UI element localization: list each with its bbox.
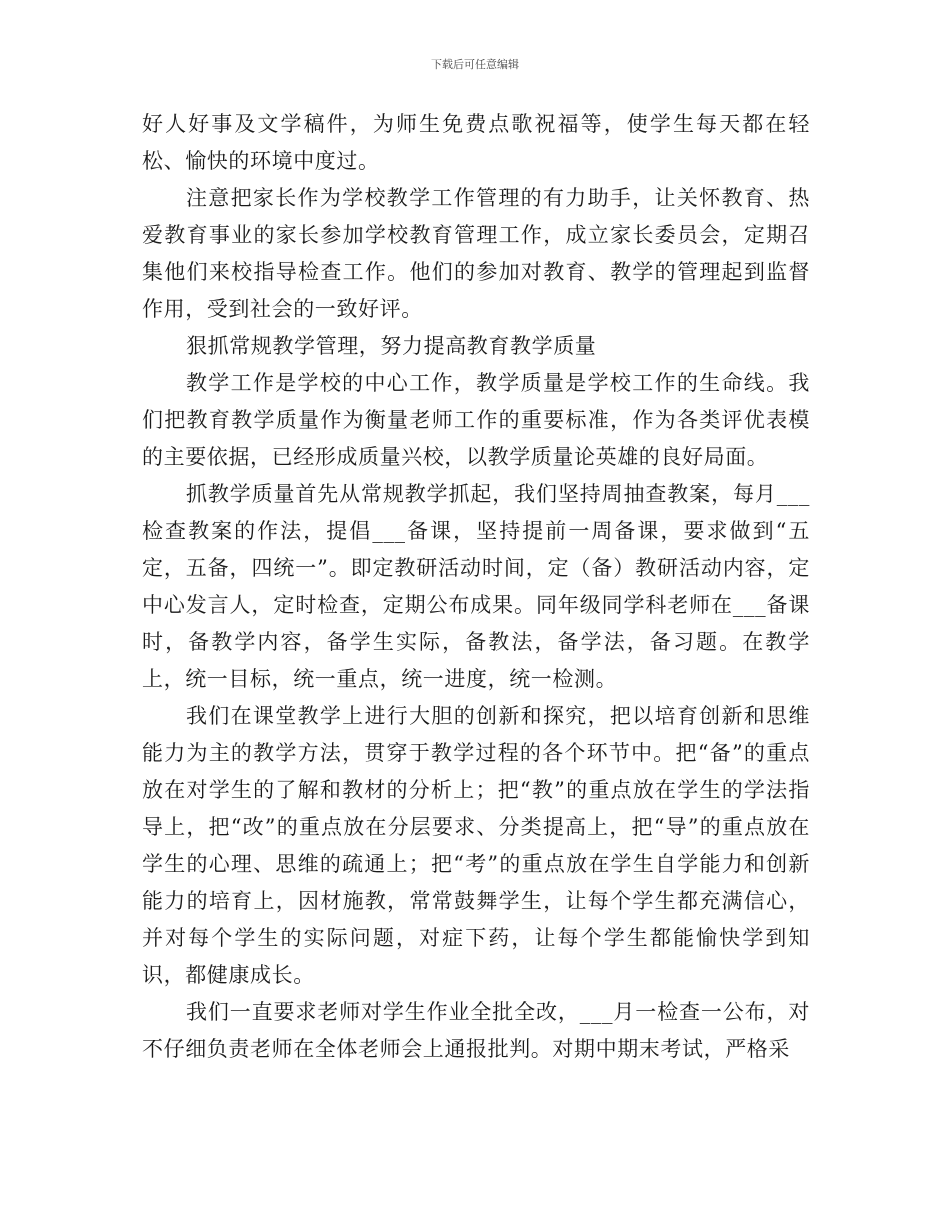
- document-body: [142, 106, 810, 1068]
- page-header: 下载后可任意编辑: [431, 58, 519, 71]
- paragraph-2: 注意把家长作为学校教学工作管理的有力助手，让关怀教育、热爱教育事业的家长参加学校教育管理工作，成立家长委员会，定期召集他们来校指导检查工作。他们的参加对教育、教学的管理起到监督作用，受到社会的一致好评。: [142, 186, 810, 321]
- paragraph-5: 我们在课堂教学上进行大胆的创新和探究，把以培育创新和思维能力为主的教学方法，贯穿于教学过程的各个环节中。把“备”的重点放在对学生的了解和教材的分析上；把“教”的重点放在学生的学法指导上，把“改”的重点放在分层要求、分类提高上，把“导”的重点放在学生的心理、思维的疏通上；把“考”的重点放在学生自学能力和创新能力的培育上，因材施教，常常鼓舞学生，让每个学生都充满信心，并对每个学生的实际问题，对症下药，让每个学生都能愉快学到知识，都健康成长。: [142, 704, 810, 987]
- section-heading: 狠抓常规教学管理，努力提高教育教学质量: [186, 334, 597, 358]
- paragraph-4: 抓教学质量首先从常规教学抓起，我们坚持周抽查教案，每月___检查教案的作法，提倡___备课，坚持提前一周备课，要求做到“五定，五备，四统一”。即定教研活动时间，定（备）教研活动内容，定中心发言人，定时检查，定期公布成果。同年级同学科老师在___备课时，备教学内容，备学生实际，备教法，备学法，备习题。在教学上，统一目标，统一重点，统一进度，统一检测。: [142, 482, 810, 691]
- paragraph-1: 好人好事及文学稿件，为师生免费点歌祝福等，使学生每天都在轻松、愉快的环境中度过。: [142, 112, 810, 173]
- paragraph-6: 我们一直要求老师对学生作业全批全改，___月一检查一公布，对不仔细负责老师在全体老师会上通报批判。对期中期末考试，严格采: [142, 1000, 810, 1061]
- paragraph-3: 教学工作是学校的中心工作，教学质量是学校工作的生命线。我们把教育教学质量作为衡量老师工作的重要标准，作为各类评优表模的主要依据，已经形成质量兴校，以教学质量论英雄的良好局面。: [142, 371, 810, 469]
